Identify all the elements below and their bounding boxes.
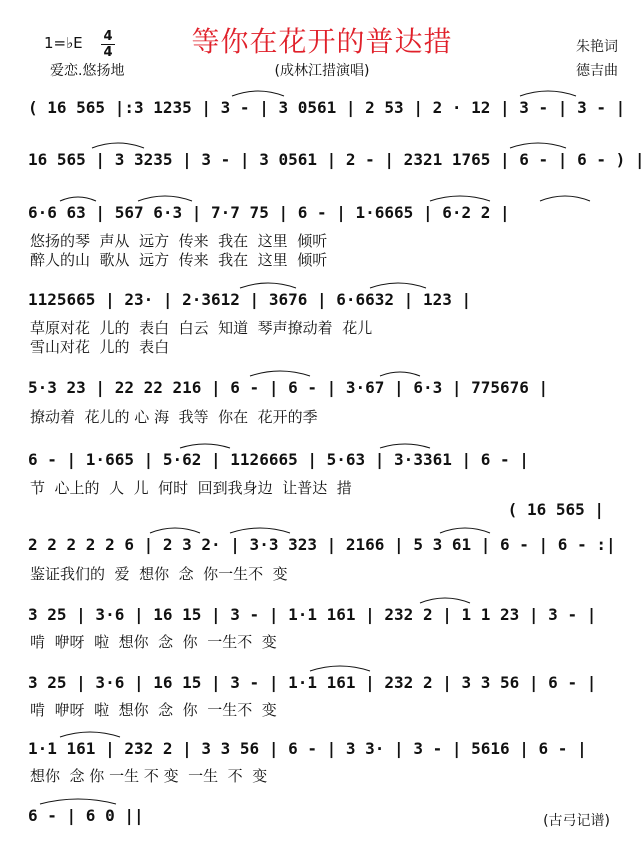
performer-subtitle: (成林江措演唱) xyxy=(274,63,370,79)
notation: 6 - | 1·665 | 5·62 | 1126665 | 5·63 | 3·3361 | 6 - | xyxy=(28,450,529,469)
notation: ( 16 565 |:3 1235 | 3 - | 3 0561 | 2 53 | 2 · 12 | 3 - | 3 - | xyxy=(28,98,626,117)
slur xyxy=(420,598,470,603)
notation: 5·3 23 | 22 22 216 | 6 - | 6 - | 3·67 | 6·3 | 775676 | xyxy=(28,378,549,397)
score-line-5 xyxy=(0,378,644,438)
key-signature: 1=♭E xyxy=(44,34,83,52)
lyricist-credit: 朱艳词 xyxy=(576,39,618,55)
expression-marking: 爱恋.悠扬地 xyxy=(50,63,125,79)
score-line-7 xyxy=(0,535,644,595)
transcriber-credit: (古弓记谱) xyxy=(543,813,610,829)
time-signature xyxy=(101,30,115,59)
notation: 16 565 | 3 3235 | 3 - | 3 0561 | 2 - | 2321 1765 | 6 - | 6 - ) | xyxy=(28,150,644,169)
notation: 1·1 161 | 232 2 | 3 3 56 | 6 - | 3 3· | 3 - | 5616 | 6 - | xyxy=(28,739,587,758)
slur xyxy=(180,444,230,448)
notation: ( 16 565 | xyxy=(507,500,604,519)
slur xyxy=(520,91,576,96)
lyric-verse-1: 节 心上的 人 儿 何时 回到我身边 让普达 措 xyxy=(30,479,352,497)
slur xyxy=(380,372,420,376)
slur xyxy=(370,283,426,288)
meter-bottom: 4 xyxy=(103,45,113,60)
score-line-3 xyxy=(0,203,644,269)
lyric-verse-1: 啃 咿呀 啦 想你 念 你 一生不 变 xyxy=(30,701,277,719)
notation: 6·6 63 | 567 6·3 | 7·7 75 | 6 - | 1·6665 | 6·2 2 | xyxy=(28,203,510,222)
song-title: 等你在花开的普达措 xyxy=(191,25,453,58)
score-line-9 xyxy=(0,673,644,733)
lyric-verse-2: 雪山对花 儿的 表白 xyxy=(30,338,170,356)
lyric-verse-1: 草原对花 儿的 表白 白云 知道 琴声撩动着 花儿 xyxy=(30,319,373,337)
score-line-4 xyxy=(0,290,644,356)
score-line-6b xyxy=(0,500,644,524)
notation: 6 - | 6 0 || xyxy=(28,806,144,825)
lyric-verse-1: 鉴证我们的 爱 想你 念 你一生不 变 xyxy=(30,565,288,583)
score-line-8 xyxy=(0,605,644,665)
slur xyxy=(250,371,310,376)
lyric-verse-1: 想你 念 你 一生 不 变 一生 不 变 xyxy=(30,767,268,785)
lyric-verse-1: 悠扬的琴 声从 远方 传来 我在 这里 倾听 xyxy=(30,232,328,250)
slur xyxy=(240,283,296,288)
notation: 2 2 2 2 2 6 | 2 3 2· | 3·3 323 | 2166 | 5 3 61 | 6 - | 6 - :| xyxy=(28,535,616,554)
notation: 1125665 | 23· | 2·3612 | 3676 | 6·6632 | 123 | xyxy=(28,290,472,309)
slur xyxy=(230,528,290,533)
slur xyxy=(380,444,430,448)
slur xyxy=(150,528,200,533)
slur xyxy=(232,91,284,96)
score-line-10 xyxy=(0,739,644,799)
meter-top: 4 xyxy=(103,29,113,44)
lyric-verse-1: 撩动着 花儿的 心 海 我等 你在 花开的季 xyxy=(30,408,318,426)
composer-credit: 德吉曲 xyxy=(576,63,618,79)
lyric-verse-2: 醉人的山 歌从 远方 传来 我在 这里 倾听 xyxy=(30,251,328,269)
notation: 3 25 | 3·6 | 16 15 | 3 - | 1·1 161 | 232 2 | 3 3 56 | 6 - | xyxy=(28,673,597,692)
slur xyxy=(40,799,116,804)
slur xyxy=(440,528,490,533)
score-line-2 xyxy=(0,150,644,210)
notation: 3 25 | 3·6 | 16 15 | 3 - | 1·1 161 | 232 2 | 1 1 23 | 3 - | xyxy=(28,605,597,624)
lyric-verse-1: 啃 咿呀 啦 想你 念 你 一生不 变 xyxy=(30,633,277,651)
score-line-1 xyxy=(0,98,644,158)
slur xyxy=(310,666,370,671)
